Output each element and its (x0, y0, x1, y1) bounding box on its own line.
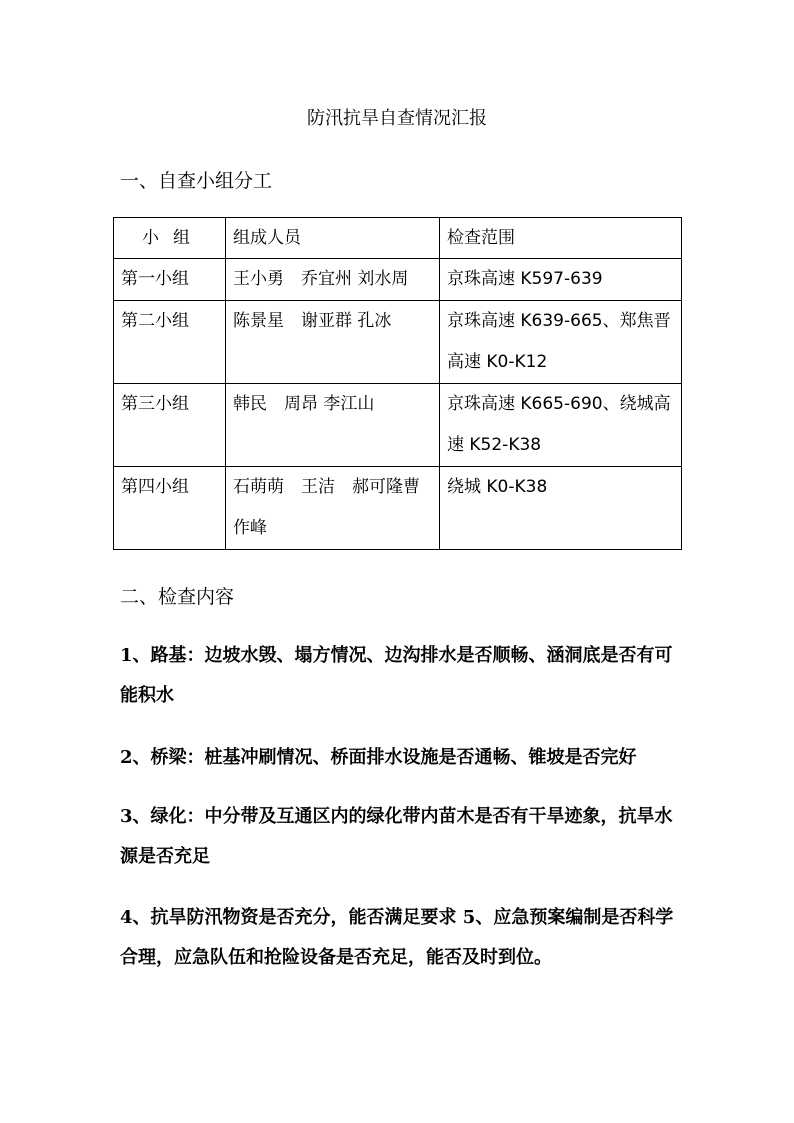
cell-members: 陈景星 谢亚群 孔冰 (226, 301, 440, 384)
cell-scope: 京珠高速 K597-639 (440, 259, 682, 301)
content-item-bridge: 2、桥梁：桩基冲刷情况、桥面排水设施是否通畅、锥坡是否完好 (120, 747, 637, 768)
cell-scope: 京珠高速 K639-665、郑焦晋高速 K0-K12 (440, 301, 682, 384)
table-row (114, 384, 682, 467)
content-item-greening: 3、绿化：中分带及互通区内的绿化带内苗木是否有干旱迹象，抗旱水源是否充足 (120, 806, 673, 867)
cell-group: 第二小组 (114, 301, 226, 384)
content-item-supplies-and-plan: 4、抗旱防汛物资是否充分，能否满足要求 5、应急预案编制是否科学合理，应急队伍和抢险设备是否充足，能否及时到位。 (120, 907, 674, 968)
cell-scope: 绕城 K0-K38 (440, 467, 682, 550)
table-row (114, 467, 682, 550)
cell-group: 第一小组 (114, 259, 226, 301)
cell-group: 第三小组 (114, 384, 226, 467)
table-row (114, 301, 682, 384)
cell-members: 石萌萌 王洁 郝可隆曹作峰 (226, 467, 440, 550)
section-heading-team-division: 一、自查小组分工 (120, 170, 273, 192)
table-header-row (114, 218, 682, 259)
cell-members: 韩民 周昂 李江山 (226, 384, 440, 467)
cell-group: 第四小组 (114, 467, 226, 550)
cell-members: 王小勇 乔宜州 刘水周 (226, 259, 440, 301)
table-row (114, 259, 682, 301)
section-heading-inspection-content: 二、检查内容 (120, 586, 235, 608)
team-assignment-table (113, 217, 682, 550)
cell-scope: 京珠高速 K665-690、绕城高速 K52-K38 (440, 384, 682, 467)
column-header-group: 小组 (114, 218, 226, 259)
column-header-members: 组成人员 (226, 218, 440, 259)
document-title: 防汛抗旱自查情况汇报 (307, 108, 487, 129)
column-header-scope: 检查范围 (440, 218, 682, 259)
content-item-roadbed: 1、路基：边坡水毁、塌方情况、边沟排水是否顺畅、涵洞底是否有可能积水 (120, 645, 673, 706)
